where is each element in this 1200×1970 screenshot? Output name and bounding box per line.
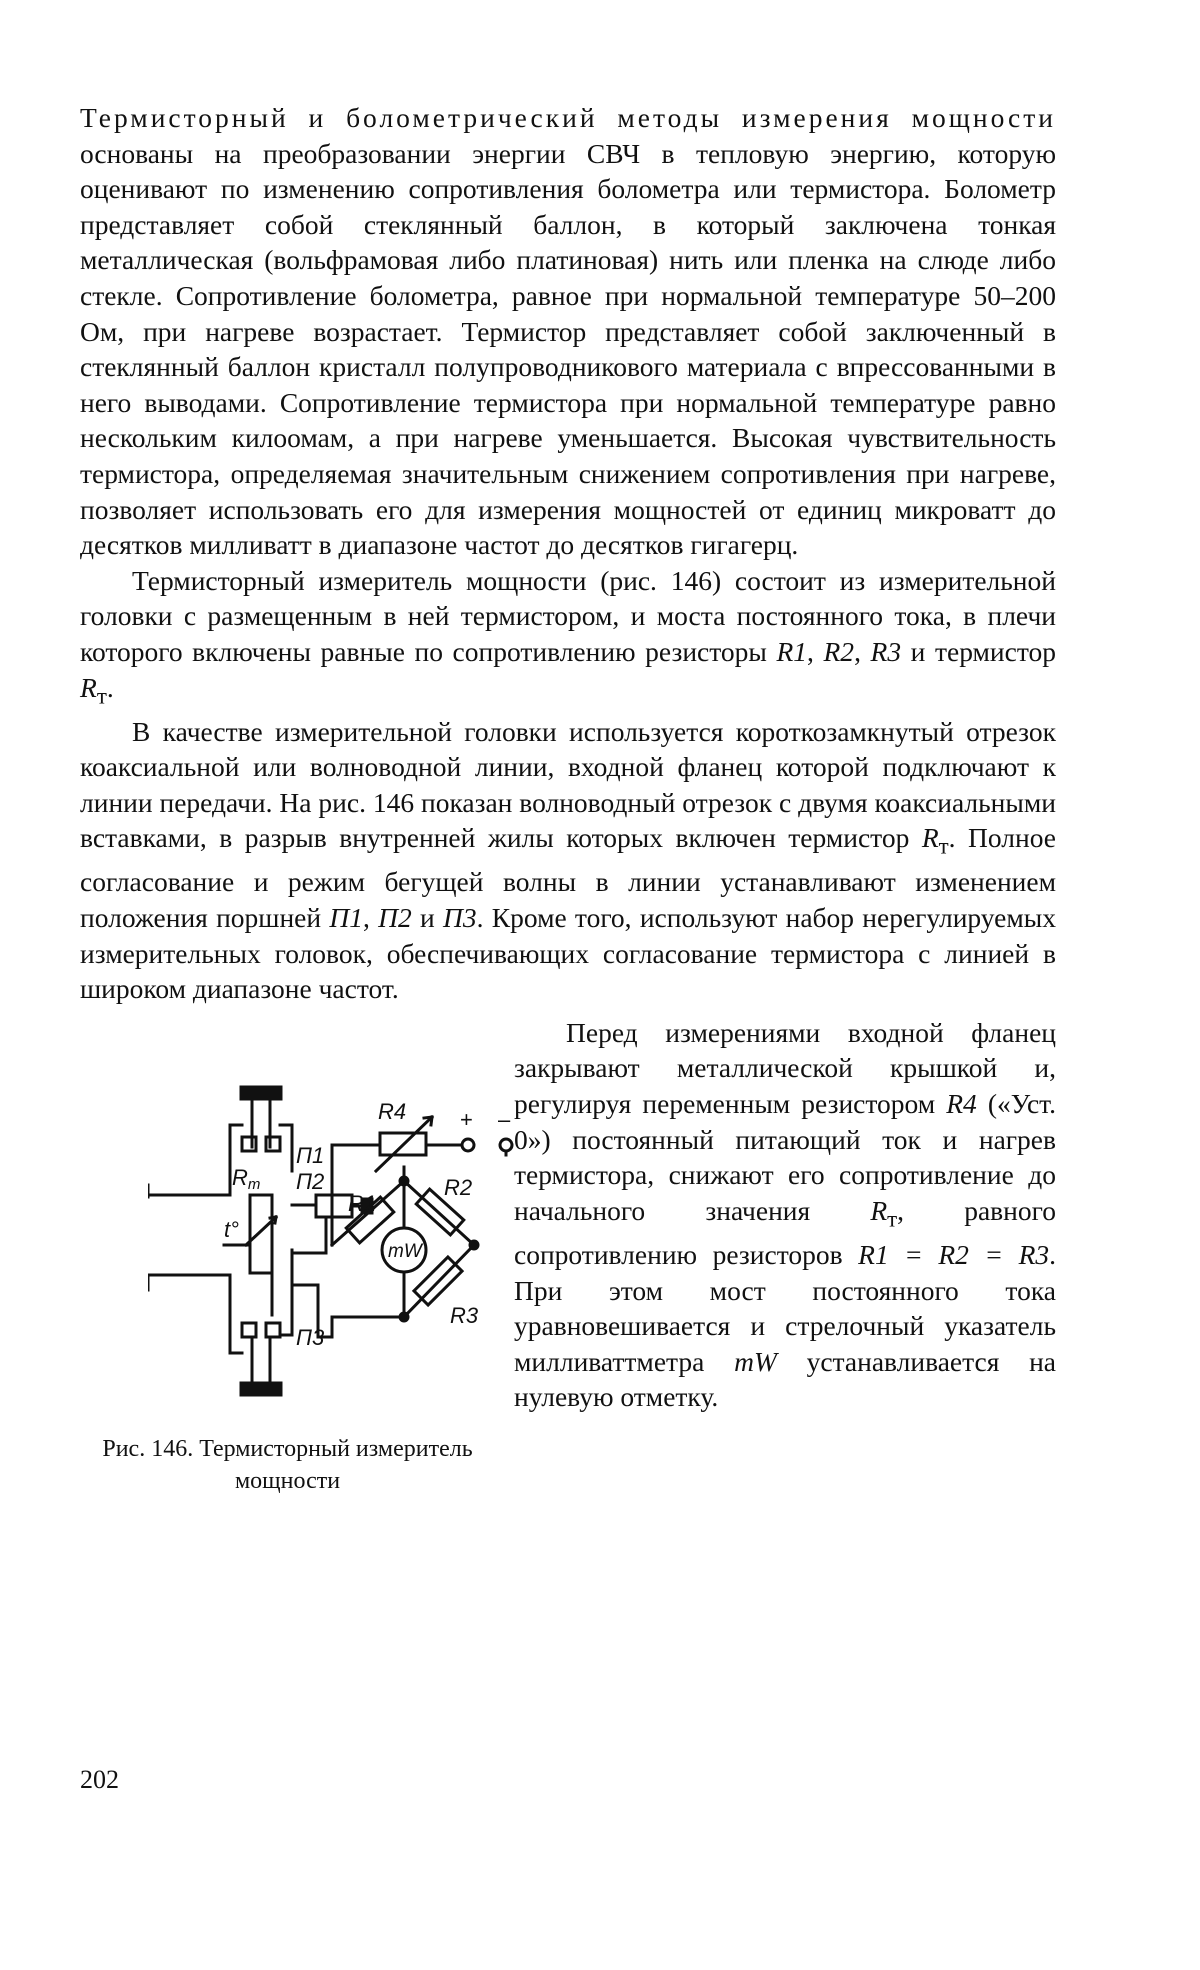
label-r2: R2 [444,1175,472,1200]
term-highlight: Термисторный и болометрический методы измерения мощности [80,102,1056,133]
label-temperature: t° [224,1217,239,1242]
figure-caption: Рис. 146. Термисторный измеритель мощности [80,1433,495,1497]
label-r3: R3 [450,1303,479,1328]
label-r1: R1 [348,1191,376,1216]
label-plus: + [460,1107,473,1132]
label-minus: – [498,1107,511,1132]
page-content [80,100,1056,1535]
side-column [514,1015,1056,1415]
label-p3: П3 [296,1325,325,1350]
label-milliwattmeter: mW [388,1241,424,1262]
paragraph-1: Термисторный и болометрический методы измерения мощности основаны на преобразовании энергии СВЧ в тепловую энергию, которую оценивают по изменению сопротивления болометра или термистора. Болометр представляет собой стеклянный баллон, в который заключена тонкая металлическая (вольфрамовая либо платиновая) нить или пленка на слюде либо стекле. Сопротивление болометра, равное при нормальной температуре 50–200 Ом, при нагреве возрастает. Термистор представляет собой заключенный в стеклянный баллон кристалл полупроводникового материала с впрессованными в него выводами. Сопротивление термистора при нормальной температуре равно нескольким килоомам, а при нагреве уменьшается. Высокая чувствительность термистора, определяемая значительным снижением сопротивления при нагреве, позволяет использовать его для измерения мощностей от единиц микроватт до десятков милливатт в диапазоне частот до десятков гигагерц. [80,100,1056,563]
figure-row [80,1015,1056,1535]
label-r4: R4 [378,1099,406,1124]
label-rt: Rт [232,1165,260,1193]
label-p2: П2 [296,1169,324,1194]
paragraph-3: В качестве измерительной головки используется короткозамкнутый отрезок коаксиальной или волноводной линии, входной фланец которой подключают к линии передачи. На рис. 146 показан волноводный отрезок с двумя коаксиальными вставками, в разрыв внутренней жилы которых включен термистор Rт. Полное согласование и режим бегущей волны в линии устанавливают изменением положения поршней П1, П2 и П3. Кроме того, используют набор нерегулируемых измерительных головок, обеспечивающих согласование термистора с линией в широком диапазоне частот. [80,714,1056,1007]
label-p1: П1 [296,1143,324,1168]
page-number: 202 [80,1765,119,1795]
paragraph-2: Термисторный измеритель мощности (рис. 146) состоит из измерительной головки с размещенным в ней термистором, и моста постоянного тока, в плечи которого включены равные по сопротивлению резисторы R1, R2, R3 и термистор Rт. [80,563,1056,714]
paragraph-4: Перед измерениями входной фланец закрывают металлической крышкой и, регулируя переменным резистором R4 («Уст. 0») постоянный питающий ток и нагрев термистора, снижают его сопротивление до начального значения Rт, равного сопротивлению резисторов R1 = R2 = R3. При этом мост постоянного тока уравновешивается и стрелочный указатель милливаттметра mW устанавливается на нулевую отметку. [514,1015,1056,1415]
dc-bridge [332,1117,512,1337]
circuit-diagram [148,1085,568,1415]
